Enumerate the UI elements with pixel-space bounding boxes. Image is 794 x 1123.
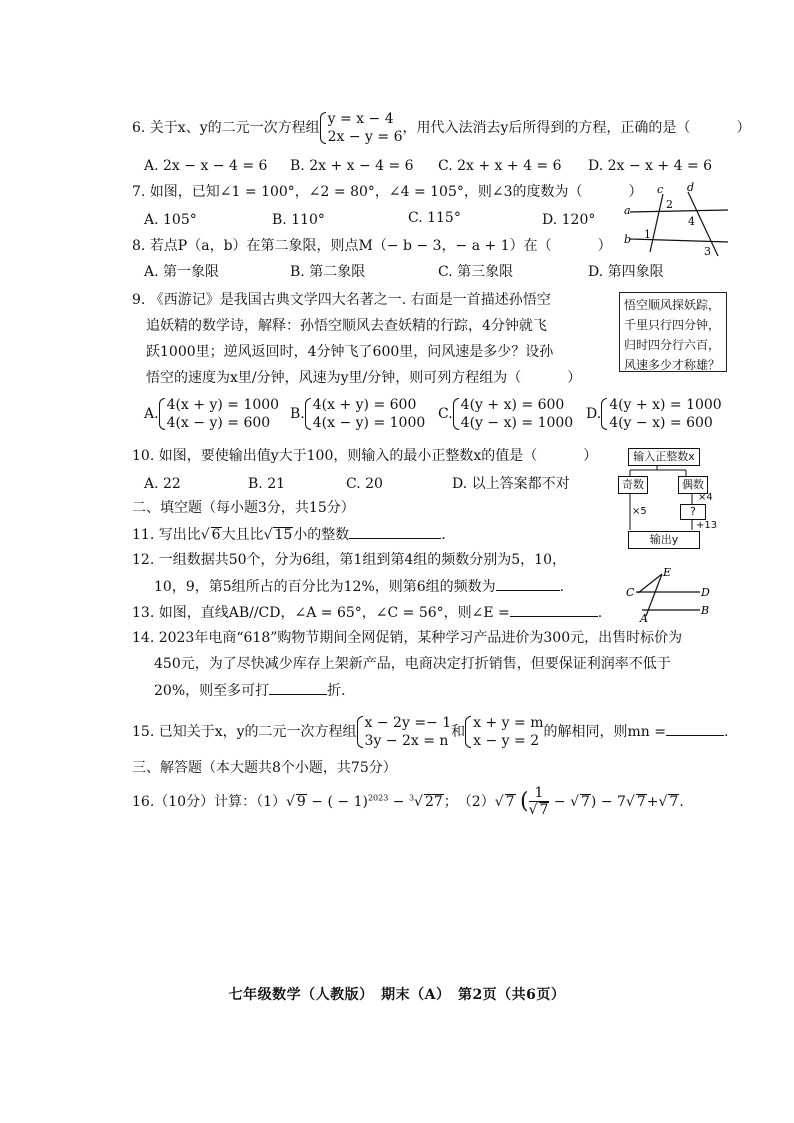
svg-text:A: A xyxy=(640,612,648,624)
q10-output-box: 输出y xyxy=(628,531,700,549)
q11-stem: 11. 写出比√ 6大且比√ 15小的整数 . xyxy=(132,524,446,545)
q6-option-d: D. 2x − x + 4 = 6 xyxy=(588,158,713,174)
q10-option-c: C. 20 xyxy=(346,476,383,492)
q14-blank[interactable] xyxy=(269,680,327,695)
q13-figure xyxy=(622,564,722,624)
q6-option-c: C. 2x + x + 4 = 6 xyxy=(438,158,562,174)
q9-option-d: D. 4(y + x) = 1000 4(y − x) = 600 xyxy=(586,397,722,431)
q13-stem: 13. 如图，直线AB//CD，∠A = 65°，∠C = 56°，则∠E = . xyxy=(132,602,602,623)
q7-option-b: B. 110° xyxy=(272,212,325,228)
q7-figure xyxy=(620,182,730,258)
poem-line: 归时四分行六百， xyxy=(624,338,721,352)
q14-line-1: 14. 2023年电商“618”购物节期间全网促销，某种学习产品进价为300元，出售时标价为 xyxy=(132,630,683,646)
page-footer: 七年级数学（人教版） 期末（A） 第2页（共6页） xyxy=(228,987,566,1003)
q16-stem: 16.（10分）计算：（1）√ 9 − ( − 1)$^{2023}$ − $^3$√ 27； （2）√ 7 ( $\frac{1}{√ 7}$ − √ 7) − 7√ 7+√ 7. xyxy=(132,785,684,818)
q7-option-d: D. 120° xyxy=(542,212,596,228)
svg-text:3: 3 xyxy=(704,245,711,258)
svg-text:c: c xyxy=(657,183,664,196)
q15-system-2: x + y = m x − y = 2 xyxy=(465,714,543,750)
q8-option-d: D. 第四象限 xyxy=(588,264,664,280)
poem-line: 风速多少才称雄？ xyxy=(624,358,721,372)
q10-odd-box: 奇数 xyxy=(618,476,648,494)
q7-option-a: A. 105° xyxy=(144,212,197,228)
q8-option-b: B. 第二象限 xyxy=(290,264,366,280)
q8-option-a: A. 第一象限 xyxy=(144,264,220,280)
q14-line-3: 20%，则至多可打 折. xyxy=(154,680,346,701)
svg-text:E: E xyxy=(663,566,672,579)
q9-option-b: B. 4(x + y) = 600 4(x − y) = 1000 xyxy=(290,397,426,431)
q10-plus13-label: +13 xyxy=(696,520,718,531)
q6-system: y = x − 4 2x − y = 6 xyxy=(320,110,403,146)
q15-blank[interactable] xyxy=(666,721,724,736)
q6-stem: 6. 关于x、y的二元一次方程组 y = x − 4 2x − y = 6 ，用代入法消去y后所得到的方程，正确的是（ ） xyxy=(132,111,751,145)
q12-line-1: 12. 一组数据共50个，分为6组，第1组到第4组的频数分别为5，10， xyxy=(132,552,566,568)
q6-option-a: A. 2x − x − 4 = 6 xyxy=(144,158,268,174)
q10-unknown-box: ? xyxy=(680,504,706,520)
q15-stem: 15. 已知关于x，y的二元一次方程组 x − 2y =− 1 3y − 2x = n 和 x + y = m x − y = 2 的解相同，则mn = . xyxy=(132,715,729,749)
poem-line: 千里只行四分钟， xyxy=(624,318,721,332)
svg-text:D: D xyxy=(701,586,710,599)
q11-blank[interactable] xyxy=(349,524,441,539)
svg-text:1: 1 xyxy=(644,228,651,241)
q9-option-a: A. 4(x + y) = 1000 4(x − y) = 600 xyxy=(144,397,280,431)
q13-blank[interactable] xyxy=(510,602,598,617)
q10-option-a: A. 22 xyxy=(144,476,181,492)
section-3-heading: 三、解答题（本大题共8个小题，共75分） xyxy=(132,760,397,776)
q9-line-4: 悟空的速度为x里/分钟，风速为y里/分钟，则可列方程组为（ ） xyxy=(146,370,582,386)
q10-stem: 10. 如图，要使输出值y大于100，则输入的最小正整数x的值是（ ） xyxy=(132,448,598,464)
svg-text:4: 4 xyxy=(688,215,695,228)
q10-option-d: D. 以上答案都不对 xyxy=(452,476,570,492)
q7-option-c: C. 115° xyxy=(408,210,461,226)
q6-text: 6. 关于x、y的二元一次方程组 xyxy=(132,120,320,136)
svg-text:d: d xyxy=(687,182,695,194)
q8-stem: 8. 若点P（a，b）在第二象限，则点M（− b − 3，− a + 1）在（ ） xyxy=(132,238,612,254)
svg-text:B: B xyxy=(701,604,710,617)
q9-option-c: C. 4(y + x) = 600 4(y − x) = 1000 xyxy=(438,397,574,431)
q8-option-c: C. 第三象限 xyxy=(438,264,514,280)
q10-times4-label: ×4 xyxy=(698,492,713,503)
svg-text:C: C xyxy=(626,586,635,599)
q9-line-1: 9. 《西游记》是我国古典文学四大名著之一. 右面是一首描述孙悟空 xyxy=(132,292,551,308)
q10-times5-label: ×5 xyxy=(632,506,647,517)
q15-system-1: x − 2y =− 1 3y − 2x = n xyxy=(357,714,452,750)
q14-line-2: 450元，为了尽快减少库存上架新产品，电商决定打折销售，但要保证利润率不低于 xyxy=(154,656,671,672)
q7-stem: 7. 如图，已知∠1 = 100°，∠2 = 80°，∠4 = 105°，则∠3的度数为（ ） xyxy=(132,184,643,200)
q9-line-3: 跃1000里；逆风返回时，4分钟飞了600里，问风速是多少？设孙 xyxy=(146,344,554,360)
q6-option-b: B. 2x + x − 4 = 6 xyxy=(290,158,414,174)
q12-line-2: 10，9，第5组所占的百分比为12%，则第6组的频数为 . xyxy=(154,576,564,597)
q10-input-box: 输入正整数x xyxy=(628,448,700,466)
q9-poem-box xyxy=(619,292,727,372)
q10-option-b: B. 21 xyxy=(248,476,286,492)
q10-even-box: 偶数 xyxy=(678,476,708,494)
poem-line: 悟空顺风探妖踪， xyxy=(624,298,721,312)
svg-text:2: 2 xyxy=(666,198,673,211)
q9-line-2: 追妖精的数学诗，解释：孙悟空顺风去查妖精的行踪，4分钟就飞 xyxy=(146,318,547,334)
svg-text:b: b xyxy=(624,233,632,246)
section-2-heading: 二、填空题（每小题3分，共15分） xyxy=(132,500,355,516)
q12-blank[interactable] xyxy=(496,576,560,591)
svg-text:a: a xyxy=(624,204,631,217)
